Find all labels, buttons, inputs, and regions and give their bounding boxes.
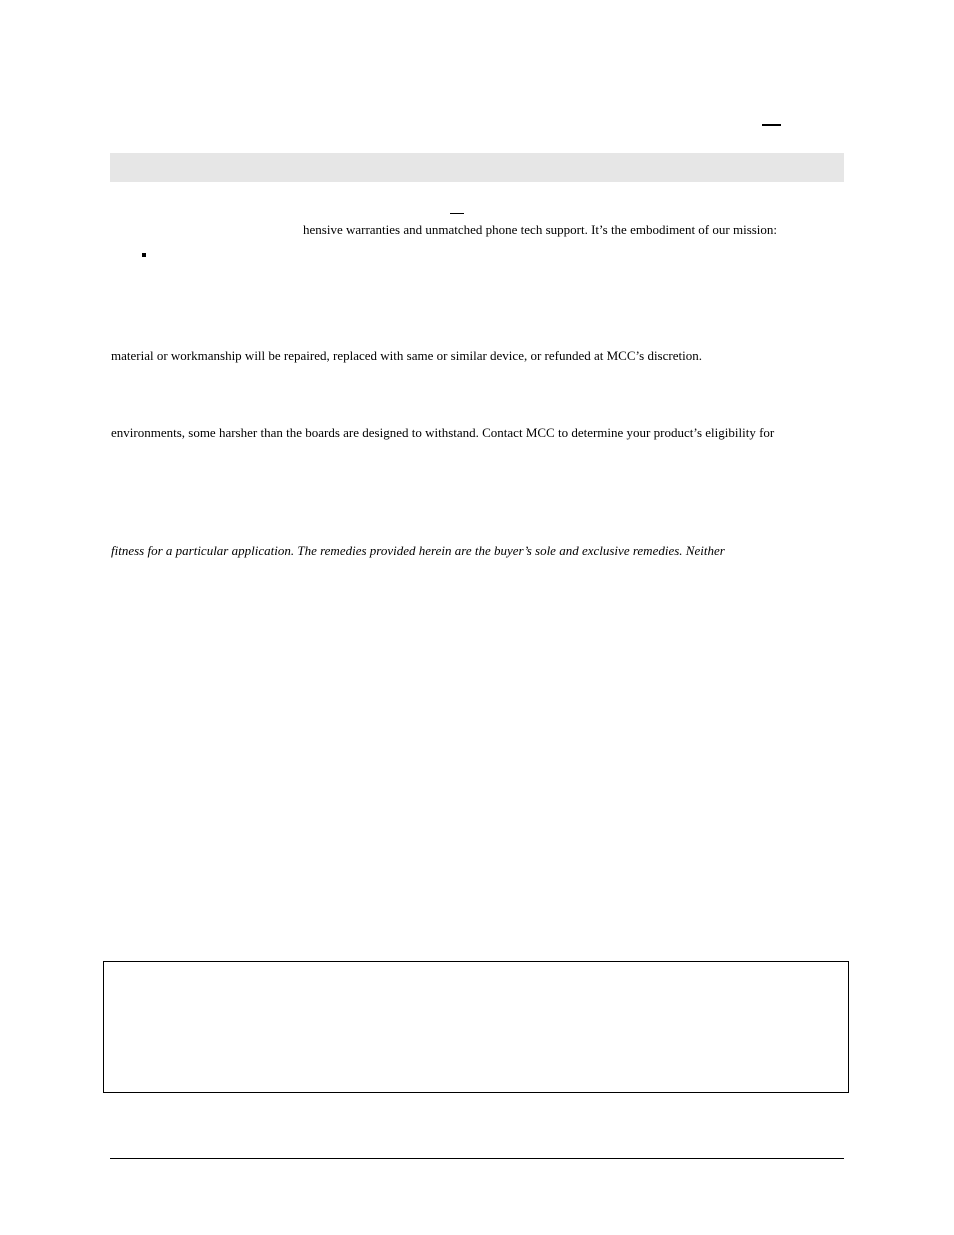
header-dash (762, 124, 781, 126)
small-dash (450, 213, 464, 214)
warranty-environment-text: environments, some harsher than the boards are designed to withstand. Contact MCC to determine your product’s eligibility for (111, 425, 775, 440)
warranty-repair-text: material or workmanship will be repaired, replaced with same or similar device, or refunded at MCC’s discretion. (111, 348, 702, 363)
section-header-band (110, 153, 844, 182)
bullet-marker (142, 253, 146, 257)
footer-rule (110, 1158, 844, 1159)
notice-box (103, 961, 849, 1093)
warranty-disclaimer-text: fitness for a particular application. The remedies provided herein are the buyer’s sole and exclusive remedies. Neither (111, 543, 725, 558)
warranty-intro-text: hensive warranties and unmatched phone tech support. It’s the embodiment of our mission: (303, 222, 778, 237)
